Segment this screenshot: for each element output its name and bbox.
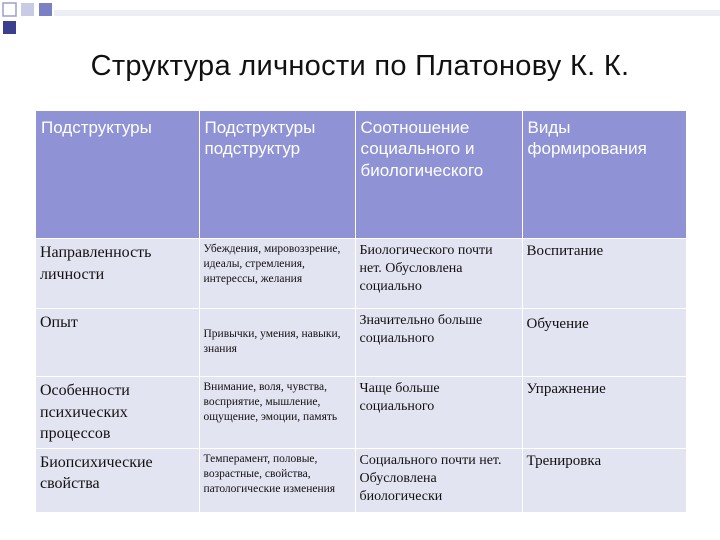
cell-substructure: Особенности психических процессов: [36, 377, 199, 449]
table-row: [36, 448, 686, 512]
cell-substructure: Биопсихические свойства: [36, 448, 199, 512]
header-sub-substructures: Подструктуры подструктур: [199, 111, 355, 239]
page-title: Структура личности по Платонову К. К.: [90, 50, 630, 82]
cell-formation: Тренировка: [522, 448, 686, 512]
deco-square-medium: [39, 3, 52, 16]
cell-substructure: Опыт: [36, 309, 199, 377]
cell-ratio: Значительно больше социального: [355, 309, 522, 377]
cell-sub-substructure: Темперамент, половые, возрастные, свойства, патологические изменения: [199, 448, 355, 512]
header-substructures: Подструктуры: [36, 111, 199, 239]
personality-structure-table: [36, 111, 686, 512]
deco-square-light: [21, 3, 34, 16]
cell-formation: Упражнение: [522, 377, 686, 449]
cell-sub-substructure: Убеждения, мировоззрение, идеалы, стремления, интерессы, желания: [199, 239, 355, 309]
table-row: [36, 377, 686, 449]
header-formation-types: Виды формирования: [522, 111, 686, 239]
header-social-biological-ratio: Соотношение социального и биологического: [355, 111, 522, 239]
cell-formation: Обучение: [522, 309, 686, 377]
table-header-row: [36, 111, 686, 239]
cell-ratio: Чаще больше социального: [355, 377, 522, 449]
deco-square-outline: [3, 3, 16, 16]
cell-ratio: Биологического почти нет. Обусловлена социально: [355, 239, 522, 309]
cell-sub-substructure: Внимание, воля, чувства, восприятие, мышление, ощущение, эмоции, память: [199, 377, 355, 449]
cell-formation: Воспитание: [522, 239, 686, 309]
cell-sub-substructure: Привычки, умения, навыки, знания: [199, 309, 355, 377]
top-decorative-bar: [54, 10, 720, 16]
table-row: [36, 309, 686, 377]
deco-square-dark: [3, 21, 16, 34]
cell-substructure: Направленность личности: [36, 239, 199, 309]
table-row: [36, 239, 686, 309]
cell-ratio: Социального почти нет. Обусловлена биологически: [355, 448, 522, 512]
decorative-squares: [0, 0, 80, 40]
